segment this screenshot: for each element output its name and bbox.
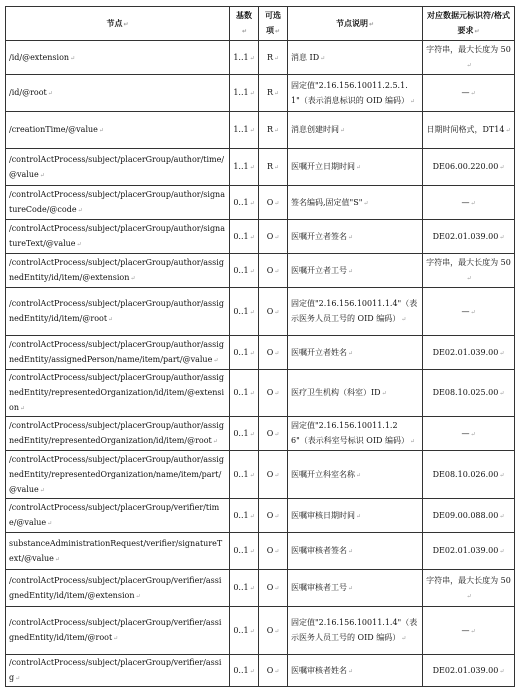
node-cell: substanceAdministrationRequest/verifier/signatureText/@value↵ [6,533,230,570]
requirement-cell: —↵ [423,75,515,112]
cardinality-cell: 0..1↵ [230,451,259,499]
cardinality-cell: 0..1↵ [230,254,259,288]
cardinality-cell: 0..1↵ [230,607,259,655]
table-row [6,149,515,186]
optional-cell: O↵ [259,220,288,254]
table-row [6,112,515,149]
header-optional: 可选项↵ [259,7,288,41]
cardinality-cell: 0..1↵ [230,655,259,687]
cardinality-cell: 0..1↵ [230,533,259,570]
requirement-cell: —↵ [423,417,515,451]
header-cardinality: 基数↵ [230,7,259,41]
optional-cell: O↵ [259,607,288,655]
optional-cell: R↵ [259,112,288,149]
requirement-cell: —↵ [423,186,515,220]
description-cell: 医嘱开立日期时间↵ [288,149,423,186]
node-cell: /controlActProcess/subject/placerGroup/author/assignedEntity/representedOrganization/id/item/@extension↵ [6,370,230,417]
optional-cell: R↵ [259,149,288,186]
optional-cell: O↵ [259,655,288,687]
requirement-cell: DE06.00.220.00↵ [423,149,515,186]
optional-cell: O↵ [259,370,288,417]
header-requirement: 对应数据元标识符/格式要求↵ [423,7,515,41]
node-cell: /controlActProcess/subject/placerGroup/author/time/@value↵ [6,149,230,186]
table-row [6,417,515,451]
description-cell: 医嘱审核者签名↵ [288,533,423,570]
requirement-cell: 字符串，最大长度为 50↵ [423,570,515,607]
table-row [6,499,515,533]
optional-cell: O↵ [259,417,288,451]
description-cell: 固定值"2.16.156.10011.2.5.1.1"（表示消息标识的 OID 编码）↵ [288,75,423,112]
description-cell: 固定值"2.16.156.10011.1.4"（表示医务人员工号的 OID 编码）↵ [288,607,423,655]
optional-cell: R↵ [259,41,288,75]
header-node: 节点↵ [6,7,230,41]
requirement-cell: 字符串，最大长度为 50↵ [423,254,515,288]
requirement-cell: DE02.01.039.00↵ [423,220,515,254]
optional-cell: O↵ [259,499,288,533]
description-cell: 医嘱开立者姓名↵ [288,336,423,370]
table-row [6,288,515,336]
description-cell: 医嘱审核日期时间↵ [288,499,423,533]
header-description: 节点说明↵ [288,7,423,41]
optional-cell: O↵ [259,186,288,220]
node-cell: /id/@extension↵ [6,41,230,75]
optional-cell: O↵ [259,533,288,570]
table-row [6,336,515,370]
optional-cell: O↵ [259,254,288,288]
table-row [6,533,515,570]
requirement-cell: —↵ [423,288,515,336]
node-cell: /controlActProcess/subject/placerGroup/verifier/assignedEntity/id/item/@extension↵ [6,570,230,607]
requirement-cell: —↵ [423,607,515,655]
table-row [6,607,515,655]
node-cell: /controlActProcess/subject/placerGroup/verifier/assignedEntity/id/item/@root↵ [6,607,230,655]
table-row [6,655,515,687]
cardinality-cell: 0..1↵ [230,186,259,220]
description-cell: 消息 ID↵ [288,41,423,75]
description-cell: 医嘱审核者工号↵ [288,570,423,607]
requirement-cell: 字符串，最大长度为 50↵ [423,41,515,75]
description-cell: 固定值"2.16.156.10011.1.4"（表示医务人员工号的 OID 编码）↵ [288,288,423,336]
table-row [6,254,515,288]
table-row [6,186,515,220]
cardinality-cell: 1..1↵ [230,75,259,112]
requirement-cell: DE08.10.025.00↵ [423,370,515,417]
node-cell: /controlActProcess/subject/placerGroup/verifier/assig↵ [6,655,230,687]
description-cell: 消息创建时间↵ [288,112,423,149]
spec-table [5,6,515,687]
cardinality-cell: 1..1↵ [230,41,259,75]
description-cell: 医疗卫生机构（科室）ID↵ [288,370,423,417]
node-cell: /controlActProcess/subject/placerGroup/author/signatureCode/@code↵ [6,186,230,220]
optional-cell: O↵ [259,570,288,607]
description-cell: 医嘱开立者签名↵ [288,220,423,254]
node-cell: /controlActProcess/subject/placerGroup/author/assignedEntity/assignedPerson/name/item/part/@value↵ [6,336,230,370]
node-cell: /controlActProcess/subject/placerGroup/author/signatureText/@value↵ [6,220,230,254]
description-cell: 签名编码,固定值"S"↵ [288,186,423,220]
description-cell: 固定值"2.16.156.10011.1.26"（表示科室号标识 OID 编码）↵ [288,417,423,451]
cardinality-cell: 0..1↵ [230,336,259,370]
node-cell: /controlActProcess/subject/placerGroup/verifier/time/@value↵ [6,499,230,533]
requirement-cell: DE02.01.039.00↵ [423,533,515,570]
header-row [6,7,515,41]
description-cell: 医嘱开立科室名称↵ [288,451,423,499]
table-row [6,41,515,75]
table-row [6,570,515,607]
cardinality-cell: 0..1↵ [230,220,259,254]
cardinality-cell: 0..1↵ [230,417,259,451]
cardinality-cell: 1..1↵ [230,112,259,149]
description-cell: 医嘱开立者工号↵ [288,254,423,288]
requirement-cell: DE08.10.026.00↵ [423,451,515,499]
cardinality-cell: 1..1↵ [230,149,259,186]
optional-cell: O↵ [259,288,288,336]
requirement-cell: DE09.00.088.00↵ [423,499,515,533]
requirement-cell: 日期时间格式，DT14↵ [423,112,515,149]
node-cell: /id/@root↵ [6,75,230,112]
node-cell: /creationTime/@value↵ [6,112,230,149]
table-row [6,451,515,499]
optional-cell: R↵ [259,75,288,112]
cardinality-cell: 0..1↵ [230,570,259,607]
table-row [6,370,515,417]
cardinality-cell: 0..1↵ [230,499,259,533]
table-row [6,75,515,112]
requirement-cell: DE02.01.039.00↵ [423,655,515,687]
description-cell: 医嘱审核者姓名↵ [288,655,423,687]
node-cell: /controlActProcess/subject/placerGroup/author/assignedEntity/id/item/@extension↵ [6,254,230,288]
optional-cell: O↵ [259,336,288,370]
node-cell: /controlActProcess/subject/placerGroup/author/assignedEntity/representedOrganization/id/item/@root↵ [6,417,230,451]
cardinality-cell: 0..1↵ [230,370,259,417]
node-cell: /controlActProcess/subject/placerGroup/author/assignedEntity/representedOrganization/name/item/part/@value↵ [6,451,230,499]
requirement-cell: DE02.01.039.00↵ [423,336,515,370]
node-cell: /controlActProcess/subject/placerGroup/author/assignedEntity/id/item/@root↵ [6,288,230,336]
table-row [6,220,515,254]
optional-cell: O↵ [259,451,288,499]
cardinality-cell: 0..1↵ [230,288,259,336]
